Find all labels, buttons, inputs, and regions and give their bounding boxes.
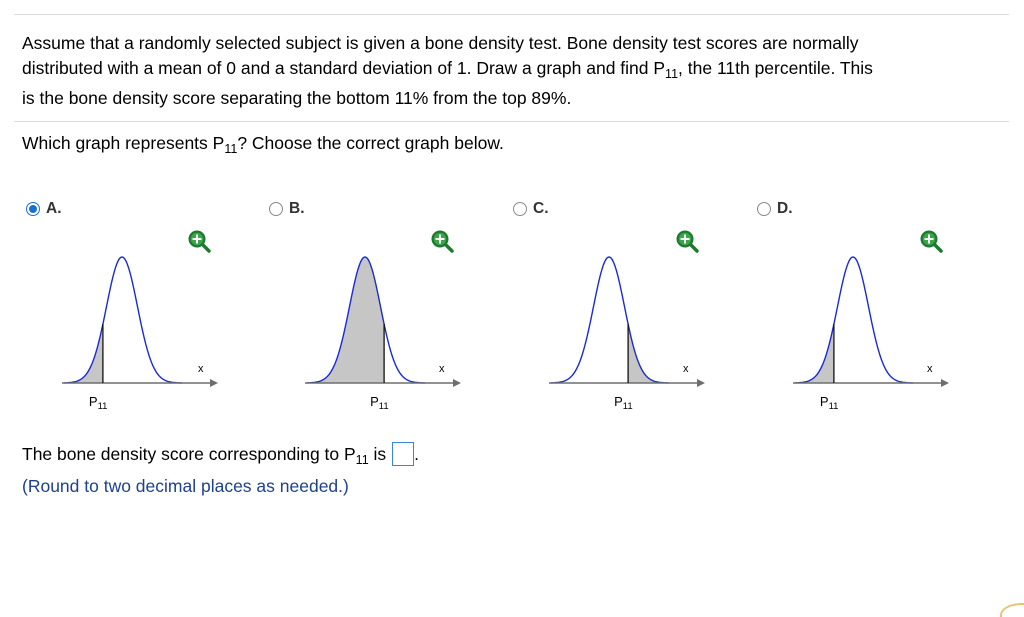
axis-arrow — [453, 379, 461, 387]
radio-option-c[interactable] — [513, 202, 527, 216]
graph-option-c — [547, 252, 707, 417]
axis-label-x: x — [439, 363, 445, 375]
option-a-label: A. — [46, 200, 62, 217]
percentile-label: $P_{11}$ — [370, 394, 389, 412]
option-d[interactable] — [757, 199, 793, 219]
option-b-label: B. — [289, 200, 305, 217]
option-b[interactable] — [269, 199, 305, 219]
axis-arrow — [697, 379, 705, 387]
top-divider — [14, 14, 1009, 15]
question-line-3: is the bone density score separating the bottom 11% from the top 89%. — [22, 88, 572, 108]
shaded-region — [628, 324, 669, 383]
option-c[interactable] — [513, 199, 549, 219]
rounding-hint: (Round to two decimal places as needed.) — [22, 476, 349, 496]
graph-option-d — [791, 252, 951, 417]
shaded-region — [307, 257, 384, 383]
radio-option-a[interactable] — [26, 202, 40, 216]
density-curve — [795, 257, 913, 383]
percentile-label: $P_{11}$ — [614, 394, 633, 412]
corner-decoration — [1000, 603, 1024, 617]
answer-input[interactable] — [392, 442, 414, 466]
zoom-in-icon[interactable] — [918, 228, 944, 254]
option-d-label: D. — [777, 200, 793, 217]
option-a[interactable] — [26, 199, 62, 219]
prompt-text: Which graph represents $P_{11}$? Choose the correct graph below. — [22, 133, 504, 156]
shaded-region — [795, 328, 834, 383]
radio-option-b[interactable] — [269, 202, 283, 216]
question-line-1: Assume that a randomly selected subject is given a bone density test. Bone density test scores are normally — [22, 33, 859, 53]
answer-line: The bone density score corresponding to $P_{11}$ is . — [22, 444, 420, 467]
axis-label-x: x — [198, 363, 204, 375]
axis-arrow — [941, 379, 949, 387]
axis-arrow — [210, 379, 218, 387]
question-text — [22, 31, 873, 111]
question-divider — [14, 121, 1009, 122]
shaded-region — [64, 328, 103, 383]
percentile-label: $P_{11}$ — [819, 394, 839, 412]
zoom-in-icon[interactable] — [429, 228, 455, 254]
density-curve — [64, 257, 182, 383]
graph-option-a — [60, 252, 220, 417]
radio-option-d[interactable] — [757, 202, 771, 216]
axis-label-x: x — [683, 363, 689, 375]
axis-label-x: x — [927, 363, 933, 375]
density-curve — [551, 257, 669, 383]
zoom-in-icon[interactable] — [674, 228, 700, 254]
option-c-label: C. — [533, 200, 549, 217]
question-line-2: distributed with a mean of 0 and a standard deviation of 1. Draw a graph and find $P_{11}$, the 11th percentile. This — [22, 58, 873, 81]
percentile-label: $P_{11}$ — [88, 394, 108, 412]
graph-option-b — [303, 252, 463, 417]
zoom-in-icon[interactable] — [186, 228, 212, 254]
